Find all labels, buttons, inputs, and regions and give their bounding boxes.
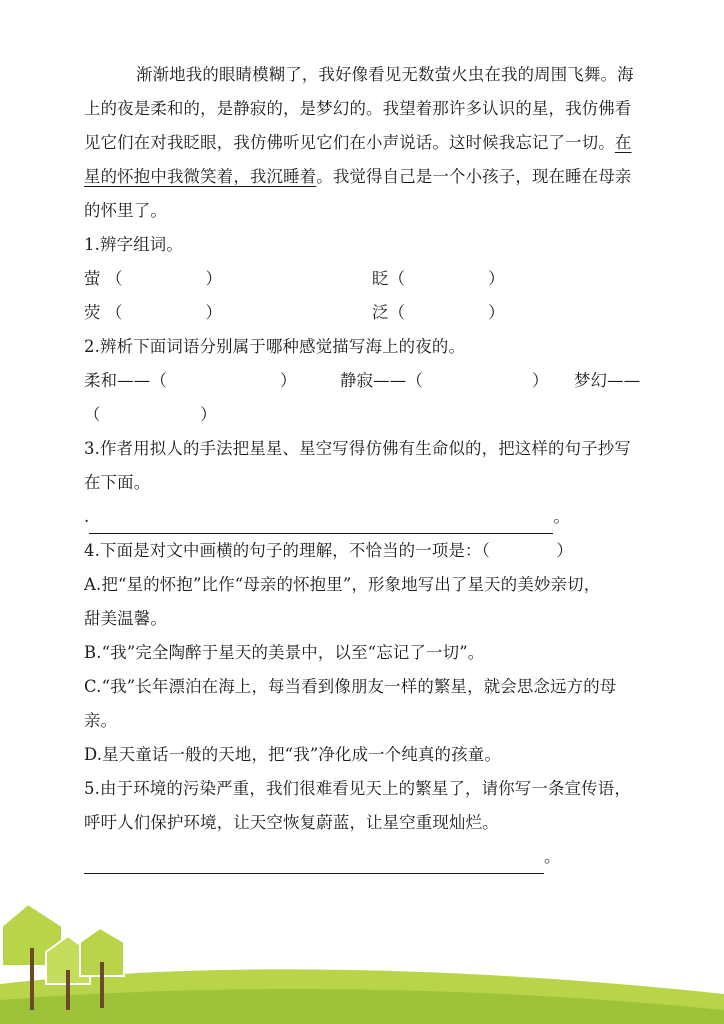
question-4-title: 4.下面是对文中画横的句子的理解，不恰当的一项是：（ ）: [84, 541, 573, 560]
underlined-sentence: 星的怀抱中我微笑着，我沉睡着: [84, 167, 317, 186]
word-rouhe: 柔和——（: [84, 371, 167, 390]
word-jingji: 静寂——（: [340, 371, 423, 390]
char: 泛: [372, 303, 389, 322]
answer-end: 。: [553, 507, 571, 526]
answer-end: 。: [544, 847, 561, 866]
answer-blank[interactable]: （ ）: [388, 303, 505, 322]
question-1-title: 1.辨字组词。: [84, 235, 183, 254]
question-5-answer: [84, 840, 644, 874]
char-item: [372, 296, 505, 330]
option-c: C.“我”长年漂泊在海上，每当看到像朋友一样的繁星，就会思念远方的母: [84, 677, 617, 696]
question-3-answer: [84, 500, 644, 534]
answer-close[interactable]: ）: [280, 371, 297, 390]
option-c-cont: 亲。: [84, 711, 118, 730]
answer-blank[interactable]: （ ）: [388, 269, 505, 288]
option-d: D.星天童话一般的天地，把“我”净化成一个纯真的孩童。: [84, 745, 501, 764]
question-3-title: 在下面。: [84, 473, 151, 492]
passage-line-4: [84, 160, 644, 194]
passage-line-1: 渐渐地我的眼睛模糊了，我好像看见无数萤火虫在我的周围飞舞。海: [136, 65, 634, 84]
answer-lead: .: [84, 507, 90, 526]
underlined-sentence-start: 在: [614, 133, 632, 152]
char: 眨: [372, 269, 389, 288]
passage-text: 见它们在对我眨眼，我仿佛听见它们在小声说话。这时候我忘记了一切。: [84, 133, 615, 152]
tree-hill-decoration: [0, 880, 724, 1024]
option-a: A.把“星的怀抱”比作“母亲的怀抱里”，形象地写出了星天的美妙亲切，: [84, 575, 601, 594]
passage-text: 。我觉得自己是一个小孩子，现在睡在母亲: [316, 167, 632, 186]
char: 荧: [84, 303, 101, 322]
answer-close[interactable]: ）: [532, 371, 549, 390]
question-1-row-1: [84, 262, 644, 296]
word-menghuan: 梦幻——: [574, 371, 641, 390]
question-1-row-2: [84, 296, 644, 330]
answer-blank[interactable]: （ ）: [106, 269, 223, 288]
option-b: B.“我”完全陶醉于星天的美景中，以至“忘记了一切”。: [84, 643, 485, 662]
answer-line[interactable]: [89, 507, 553, 534]
char-item: [84, 262, 222, 296]
worksheet-content: [84, 58, 644, 874]
passage-line-5: 的怀里了。: [84, 201, 167, 220]
char-item: [84, 296, 222, 330]
question-3-title: 3.作者用拟人的手法把星星、星空写得仿佛有生命似的，把这样的句子抄写: [84, 439, 631, 458]
question-5-title: 呼吁人们保护环境，让天空恢复蔚蓝，让星空重现灿烂。: [84, 813, 499, 832]
answer-blank[interactable]: （ ）: [84, 405, 217, 424]
answer-blank[interactable]: （ ）: [106, 303, 223, 322]
question-5-title: 5.由于环境的污染严重，我们很难看见天上的繁星了，请你写一条宣传语，: [84, 779, 631, 798]
option-a-cont: 甜美温馨。: [84, 609, 167, 628]
char: 萤: [84, 269, 101, 288]
passage-line-3: [84, 126, 644, 160]
question-2-row: [84, 364, 644, 398]
question-2-title: 2.辨析下面词语分别属于哪种感觉描写海上的夜的。: [84, 337, 466, 356]
passage-line-2: 上的夜是柔和的，是静寂的，是梦幻的。我望着那许多认识的星，我仿佛看: [84, 99, 632, 118]
char-item: [372, 262, 505, 296]
answer-line[interactable]: [84, 847, 544, 874]
